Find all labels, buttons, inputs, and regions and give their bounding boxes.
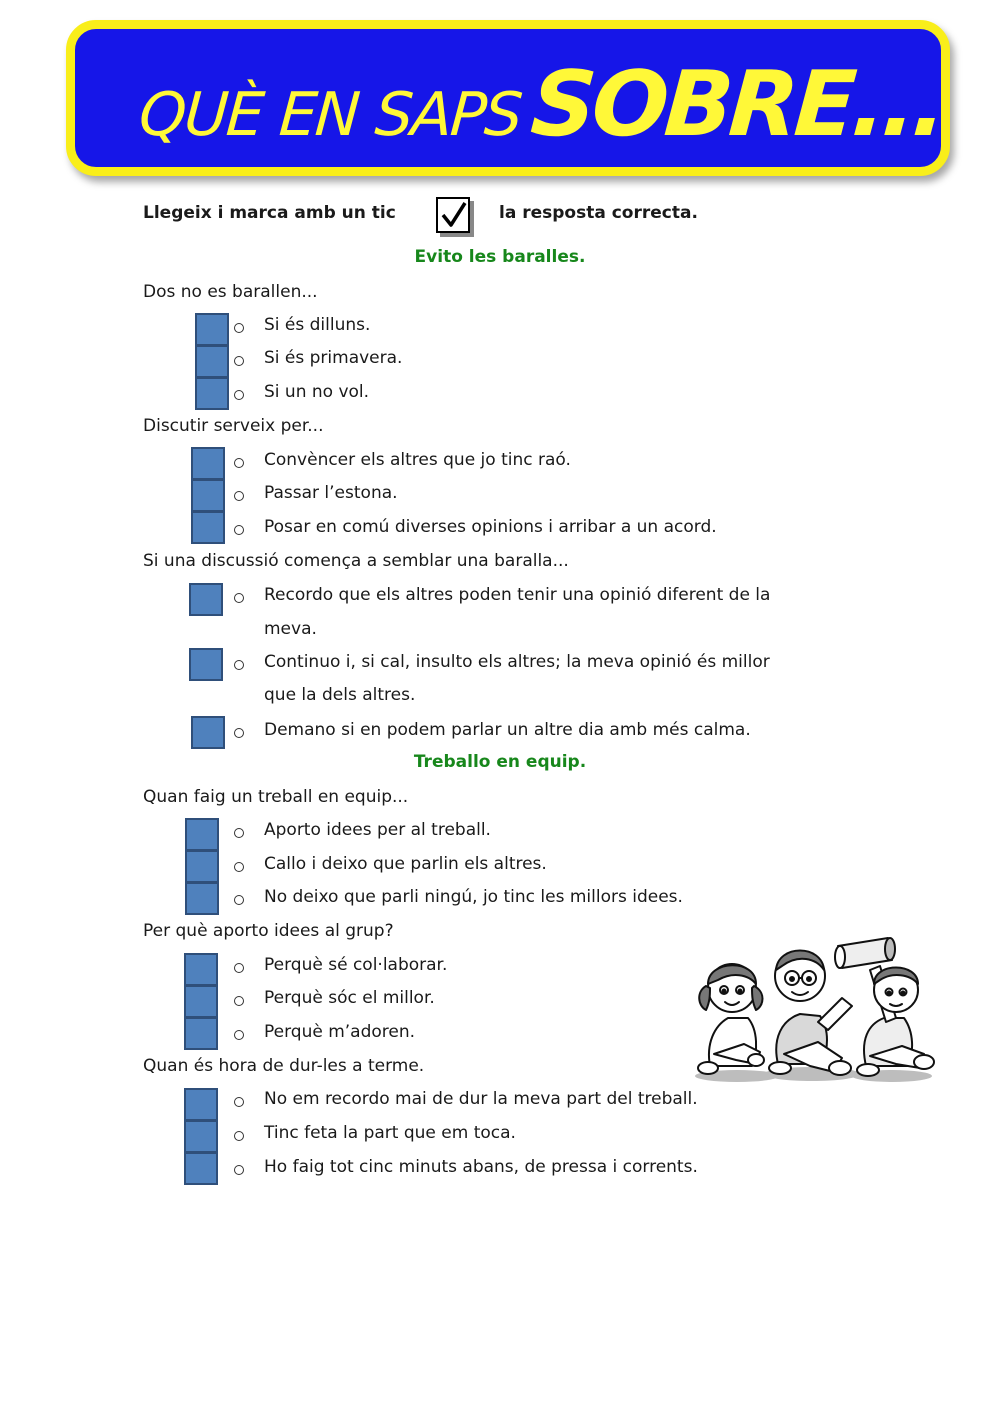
bullet-icon [234, 1131, 244, 1141]
section-heading: Evito les baralles. [414, 247, 586, 267]
answer-checkbox[interactable] [184, 1017, 218, 1050]
bullet-icon [234, 458, 244, 468]
bullet-icon [234, 593, 244, 603]
answer-option: Callo i deixo que parlin els altres. [264, 854, 547, 874]
bullet-icon [234, 491, 244, 501]
bullet-icon [234, 963, 244, 973]
answer-checkbox[interactable] [195, 345, 229, 378]
answer-option: Perquè sé col·laborar. [264, 955, 448, 975]
bullet-icon [234, 862, 244, 872]
banner-title-small: QUÈ EN SAPS [136, 80, 524, 150]
answer-checkbox[interactable] [189, 583, 223, 616]
answer-checkbox[interactable] [185, 818, 219, 851]
bullet-icon [234, 1030, 244, 1040]
answer-checkbox[interactable] [191, 511, 225, 544]
answer-checkbox[interactable] [184, 953, 218, 986]
bullet-icon [234, 728, 244, 738]
answer-checkbox[interactable] [195, 377, 229, 410]
answer-checkbox[interactable] [191, 479, 225, 512]
answer-checkbox[interactable] [191, 716, 225, 749]
answer-checkbox[interactable] [184, 1088, 218, 1121]
question-text: Discutir serveix per... [143, 416, 324, 436]
bullet-icon [234, 996, 244, 1006]
bullet-icon [234, 390, 244, 400]
answer-option: Recordo que els altres poden tenir una opinió diferent de la [264, 585, 771, 605]
answer-option: No em recordo mai de dur la meva part del treball. [264, 1089, 698, 1109]
answer-option: Si és dilluns. [264, 315, 371, 335]
answer-checkbox[interactable] [185, 882, 219, 915]
answer-option: Si un no vol. [264, 382, 370, 402]
bullet-icon [234, 525, 244, 535]
banner-title-big: SOBRE... [527, 52, 947, 157]
answer-option: Perquè m’adoren. [264, 1022, 416, 1042]
answer-option: Posar en comú diverses opinions i arribar a un acord. [264, 517, 717, 537]
answer-option: Ho faig tot cinc minuts abans, de pressa i corrents. [264, 1157, 698, 1177]
children-teamwork-clipart [692, 926, 937, 1084]
answer-option: Demano si en podem parlar un altre dia amb més calma. [264, 720, 751, 740]
question-text: Per què aporto idees al grup? [143, 921, 394, 941]
instruction-text: Llegeix i marca amb un tic [143, 203, 396, 223]
question-text: Si una discussió comença a semblar una baralla... [143, 551, 569, 571]
answer-option: Continuo i, si cal, insulto els altres; la meva opinió és millor [264, 652, 770, 672]
answer-checkbox[interactable] [195, 313, 229, 346]
answer-checkbox[interactable] [184, 1152, 218, 1185]
bullet-icon [234, 895, 244, 905]
answer-option: Convèncer els altres que jo tinc raó. [264, 450, 571, 470]
question-text: Quan és hora de dur-les a terme. [143, 1056, 425, 1076]
bullet-icon [234, 323, 244, 333]
bullet-icon [234, 1097, 244, 1107]
answer-checkbox[interactable] [189, 648, 223, 681]
answer-option: Passar l’estona. [264, 483, 398, 503]
answer-option: Perquè sóc el millor. [264, 988, 435, 1008]
answer-option: Aporto idees per al treball. [264, 820, 491, 840]
instruction-text-end: la resposta correcta. [499, 203, 698, 223]
bullet-icon [234, 356, 244, 366]
answer-checkbox[interactable] [184, 1120, 218, 1153]
bullet-icon [234, 660, 244, 670]
section-heading: Treballo en equip. [413, 752, 587, 772]
answer-option: Tinc feta la part que em toca. [264, 1123, 516, 1143]
question-text: Quan faig un treball en equip... [143, 787, 409, 807]
question-text: Dos no es barallen... [143, 282, 318, 302]
answer-option-continued: que la dels altres. [264, 685, 416, 705]
answer-option: No deixo que parli ningú, jo tinc les millors idees. [264, 887, 683, 907]
answer-option: Si és primavera. [264, 348, 403, 368]
bullet-icon [234, 1165, 244, 1175]
answer-checkbox[interactable] [184, 985, 218, 1018]
answer-checkbox[interactable] [185, 850, 219, 883]
banner-title [136, 52, 946, 157]
bullet-icon [234, 828, 244, 838]
answer-checkbox[interactable] [191, 447, 225, 480]
checkbox-tick-icon [436, 197, 470, 233]
answer-option-continued: meva. [264, 619, 317, 639]
